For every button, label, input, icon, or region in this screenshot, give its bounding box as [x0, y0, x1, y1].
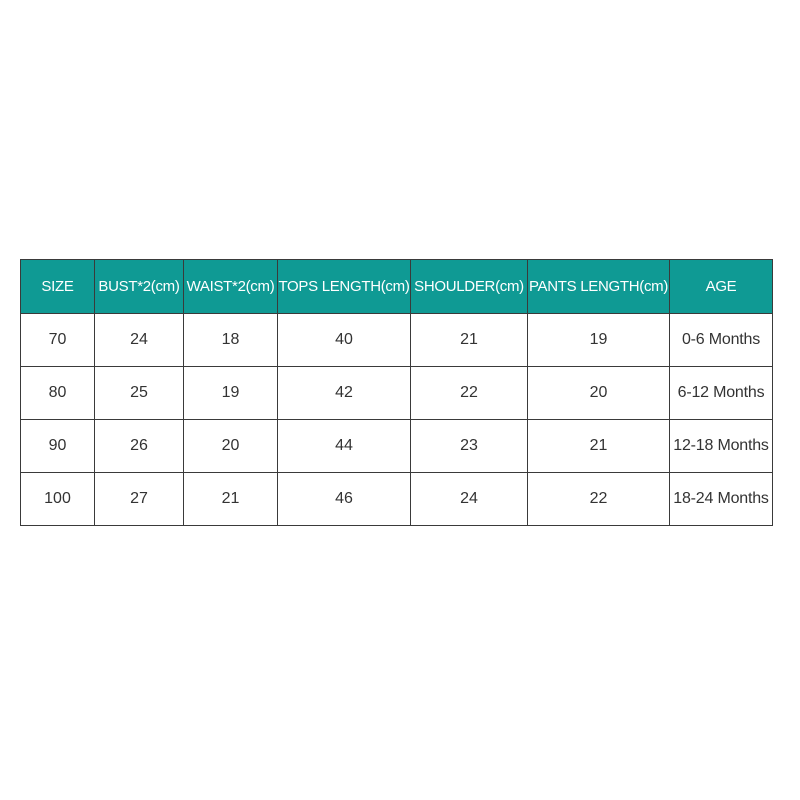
header-size: SIZE: [21, 260, 95, 314]
cell-bust: 26: [95, 420, 184, 473]
cell-tops-length: 40: [278, 314, 411, 367]
cell-bust: 24: [95, 314, 184, 367]
cell-shoulder: 22: [411, 367, 528, 420]
cell-bust: 27: [95, 473, 184, 526]
cell-age: 18-24 Months: [670, 473, 773, 526]
cell-tops-length: 42: [278, 367, 411, 420]
header-tops-length: TOPS LENGTH(cm): [278, 260, 411, 314]
table-row: [21, 367, 773, 420]
cell-pants-length: 20: [528, 367, 670, 420]
cell-shoulder: 21: [411, 314, 528, 367]
cell-shoulder: 23: [411, 420, 528, 473]
cell-age: 12-18 Months: [670, 420, 773, 473]
cell-size: 80: [21, 367, 95, 420]
cell-tops-length: 46: [278, 473, 411, 526]
cell-pants-length: 21: [528, 420, 670, 473]
table-row: [21, 420, 773, 473]
cell-age: 0-6 Months: [670, 314, 773, 367]
cell-size: 100: [21, 473, 95, 526]
header-bust: BUST*2(cm): [95, 260, 184, 314]
cell-tops-length: 44: [278, 420, 411, 473]
cell-size: 70: [21, 314, 95, 367]
cell-bust: 25: [95, 367, 184, 420]
cell-size: 90: [21, 420, 95, 473]
header-waist: WAIST*2(cm): [184, 260, 278, 314]
header-pants-length: PANTS LENGTH(cm): [528, 260, 670, 314]
cell-waist: 21: [184, 473, 278, 526]
size-chart-table: [20, 259, 773, 526]
cell-shoulder: 24: [411, 473, 528, 526]
table-row: [21, 473, 773, 526]
cell-pants-length: 19: [528, 314, 670, 367]
header-age: AGE: [670, 260, 773, 314]
header-row: [21, 260, 773, 314]
header-shoulder: SHOULDER(cm): [411, 260, 528, 314]
cell-age: 6-12 Months: [670, 367, 773, 420]
cell-waist: 19: [184, 367, 278, 420]
table-row: [21, 314, 773, 367]
cell-waist: 18: [184, 314, 278, 367]
cell-pants-length: 22: [528, 473, 670, 526]
cell-waist: 20: [184, 420, 278, 473]
